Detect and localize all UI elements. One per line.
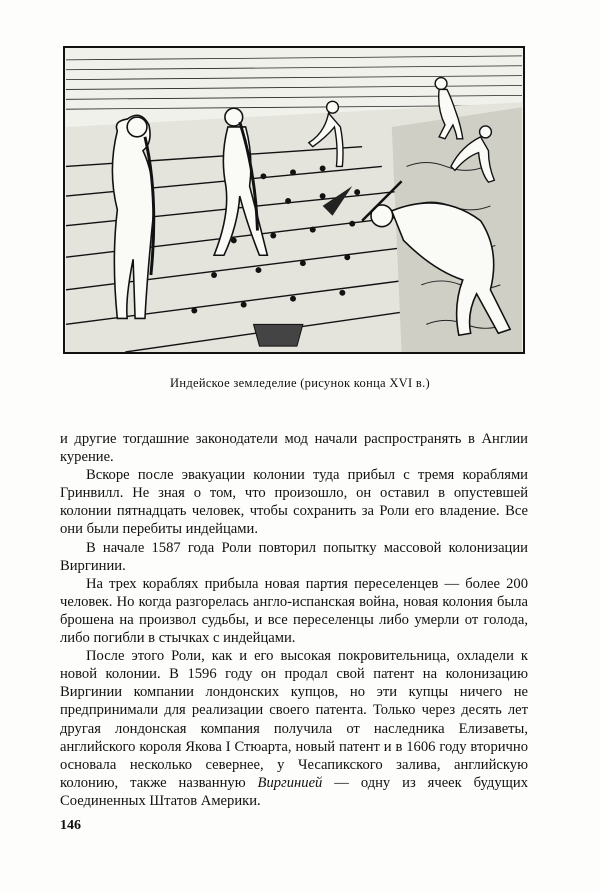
paragraph: Вскоре после эвакуации колонии туда прибыл с тремя кораблями Гринвилл. Не зная о том, что произошло, он оставил в опустевшей колонии пятнадцать человек, чтобы сохранить за Роли его владение. Все они были перебиты индейцами. bbox=[60, 467, 528, 538]
paragraph-closing: — одну из ячеек будущих Соединенных Штатов Америки. bbox=[60, 774, 528, 809]
woodcut-illustration bbox=[63, 46, 525, 354]
figure-caption: Индейское земледелие (рисунок конца XVI в.) bbox=[170, 376, 430, 390]
page-number: 146 bbox=[60, 818, 81, 833]
body-text bbox=[60, 430, 528, 810]
paragraph-last bbox=[60, 647, 528, 810]
paragraph: и другие тогдашние законодатели мод начали распространять в Англии курение. bbox=[60, 431, 528, 466]
woodcut-illustration-icon bbox=[65, 48, 523, 352]
paragraph: На трех кораблях прибыла новая партия переселенцев — более 200 человек. Но когда разгорелась англо-испанская война, новая колония была брошена на произвол судьбы, и все переселенцы либо умерли от голода, либо погибли в стычках с индейцами. bbox=[60, 575, 528, 647]
italic-name: Виргинией bbox=[257, 774, 323, 791]
paragraph-text: После этого Роли, как и его высокая покровительница, охладели к новой колонии. В 1596 году он продал свой патент на колонизацию Виргинии компании лондонских купцов, но эти купцы ничего не предпринимали для реализации своего патента. Только через десять лет другая лондонская компания получила от наследника Елизаветы, английского короля Якова I Стюарта, новый патент и в 1606 году вторично основала несколько севернее, у Чесапикского залива, английскую колонию, также названную bbox=[60, 648, 528, 791]
paragraph: В начале 1587 года Роли повторил попытку массовой колонизации Виргинии. bbox=[60, 539, 528, 574]
